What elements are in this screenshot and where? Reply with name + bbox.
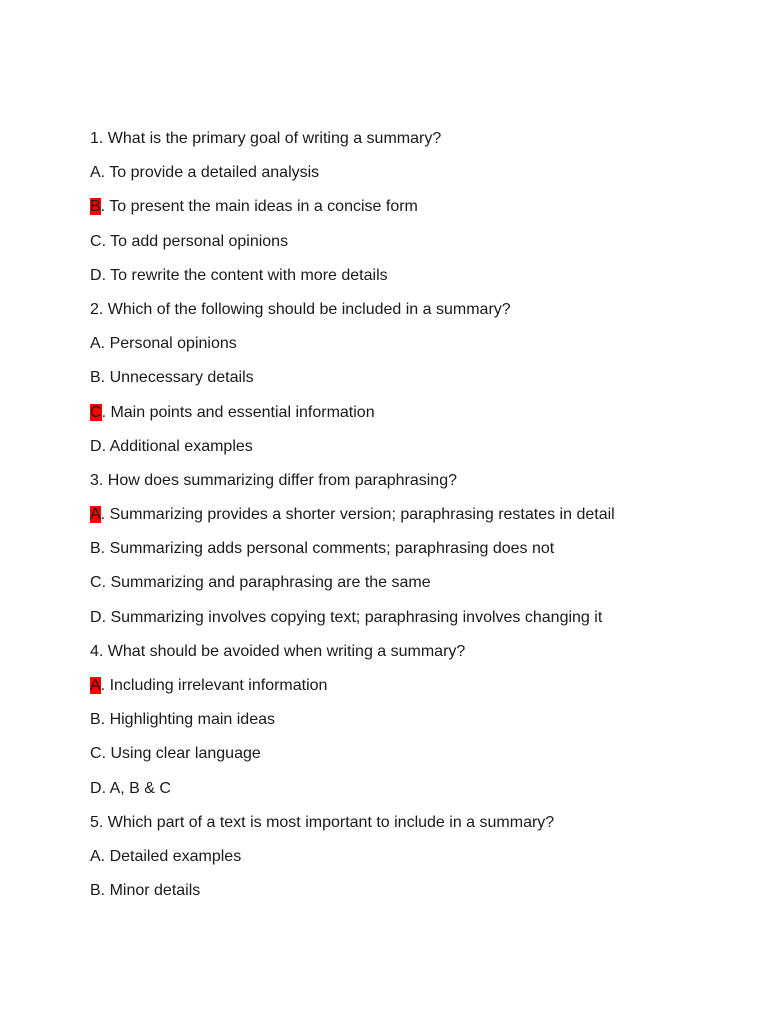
option-text: . Minor details: [100, 882, 201, 900]
option-3-b: [90, 537, 750, 571]
answer-letter: C: [90, 745, 102, 763]
question-3: 3. How does summarizing differ from paraphrasing?: [90, 471, 457, 489]
question-1: 1. What is the primary goal of writing a summary?: [90, 130, 442, 147]
option-5-a: [90, 845, 750, 879]
option-5-b: [90, 879, 750, 913]
option-text: . Summarizing provides a shorter version; paraphrasing restates in detail: [100, 506, 615, 524]
option-2-a: [90, 332, 750, 366]
option-3-a: [90, 503, 750, 537]
option-text: . Summarizing adds personal comments; paraphrasing does not: [100, 540, 555, 558]
option-3-d: [90, 606, 750, 640]
option-text: . Unnecessary details: [100, 369, 254, 387]
answer-letter: A: [90, 164, 101, 182]
answer-letter: D: [90, 266, 102, 284]
question-4: 4. What should be avoided when writing a summary?: [90, 642, 466, 660]
question-5: 5. Which part of a text is most important to include in a summary?: [90, 813, 555, 831]
option-text: . Highlighting main ideas: [100, 711, 275, 729]
option-text: . Summarizing and paraphrasing are the same: [101, 574, 431, 592]
option-1-a: [90, 161, 750, 195]
answer-letter: B: [90, 369, 101, 387]
answer-letter: D: [90, 779, 102, 797]
option-text: . To present the main ideas in a concise form: [100, 198, 418, 216]
option-1-d: [90, 264, 750, 298]
answer-letter: B: [90, 540, 101, 558]
option-2-b: [90, 366, 750, 400]
highlighted-answer-letter: B: [90, 198, 101, 216]
answer-letter: A: [90, 847, 101, 865]
question-2: 2. Which of the following should be included in a summary?: [90, 300, 511, 318]
option-2-d: [90, 435, 750, 469]
option-4-c: [90, 742, 750, 776]
option-2-c: [90, 401, 750, 435]
option-text: . A, B & C: [101, 779, 171, 797]
answer-letter: B: [90, 882, 101, 900]
answer-letter: C: [90, 574, 102, 592]
option-3-c: [90, 571, 750, 605]
option-4-a: [90, 674, 750, 708]
option-text: . Using clear language: [101, 745, 261, 763]
highlighted-answer-letter: A: [90, 677, 101, 694]
answer-letter: D: [90, 437, 102, 455]
option-text: . Summarizing involves copying text; paraphrasing involves changing it: [101, 608, 603, 626]
option-text: . Detailed examples: [100, 847, 242, 865]
option-text: . Personal opinions: [100, 335, 237, 353]
highlighted-answer-letter: C: [90, 403, 102, 421]
option-1-b: [90, 195, 750, 229]
option-text: . To rewrite the content with more details: [101, 266, 388, 284]
option-text: . To add personal opinions: [101, 232, 289, 250]
option-text: . Additional examples: [101, 437, 253, 455]
answer-letter: A: [90, 335, 101, 353]
option-text: . To provide a detailed analysis: [100, 164, 320, 182]
answer-letter: C: [90, 232, 102, 250]
option-4-b: [90, 708, 750, 742]
option-4-d: [90, 777, 750, 811]
answer-letter: D: [90, 608, 102, 626]
quiz-body: [90, 127, 750, 913]
answer-letter: B: [90, 711, 101, 729]
highlighted-answer-letter: A: [90, 506, 101, 524]
option-text: . Main points and essential information: [101, 403, 375, 421]
option-1-c: [90, 230, 750, 264]
option-text: . Including irrelevant information: [100, 677, 328, 694]
